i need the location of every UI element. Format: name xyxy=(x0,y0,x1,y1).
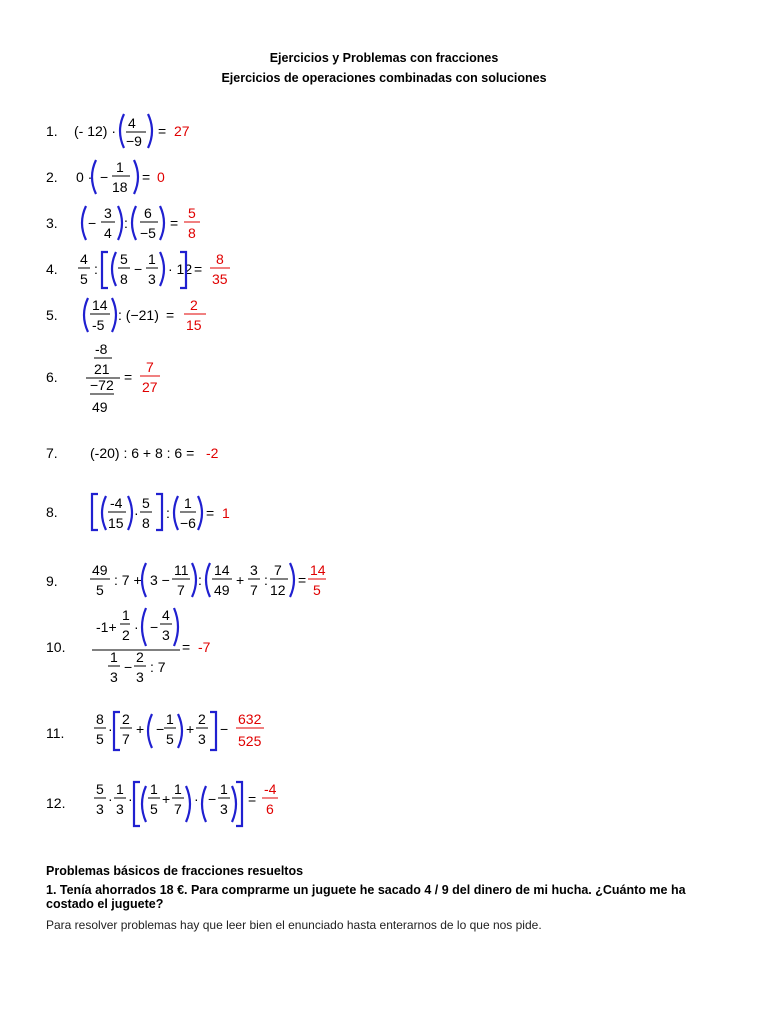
svg-text::: : xyxy=(264,572,268,588)
exercise-number: 5. xyxy=(46,307,58,323)
svg-text:(-20) : 6 + 8 : 6 =: (-20) : 6 + 8 : 6 = xyxy=(90,445,195,461)
svg-text:2: 2 xyxy=(198,711,206,727)
svg-text:· 12: · 12 xyxy=(168,261,193,277)
svg-text:=: = xyxy=(142,169,151,185)
svg-text:+: + xyxy=(186,721,195,737)
svg-text:3: 3 xyxy=(162,627,170,643)
svg-text:4: 4 xyxy=(162,607,170,623)
exercise-answer-denominator: 8 xyxy=(188,225,196,241)
exercise-answer-numerator: -4 xyxy=(264,781,277,797)
exercise-answer-denominator: 5 xyxy=(313,582,321,598)
svg-text:49: 49 xyxy=(92,562,108,578)
svg-text:7: 7 xyxy=(274,562,282,578)
svg-text:(- 12) ·: (- 12) · xyxy=(74,123,116,139)
exercise-number: 8. xyxy=(46,504,58,520)
svg-text:3 −: 3 − xyxy=(150,572,170,588)
svg-text:5: 5 xyxy=(80,271,88,287)
page-title: Ejercicios y Problemas con fracciones xyxy=(269,51,499,65)
svg-text:18: 18 xyxy=(112,179,128,195)
svg-text:1: 1 xyxy=(150,781,158,797)
svg-text:: 7: : 7 xyxy=(150,659,166,675)
svg-text:−6: −6 xyxy=(180,515,196,531)
svg-text:−9: −9 xyxy=(126,133,142,149)
svg-text:−: − xyxy=(88,215,97,231)
svg-text:8: 8 xyxy=(120,271,128,287)
exercise-answer: 1 xyxy=(222,505,230,521)
svg-text:14: 14 xyxy=(92,297,108,313)
svg-text:1: 1 xyxy=(110,649,118,665)
svg-text:+: + xyxy=(236,572,245,588)
svg-text:3: 3 xyxy=(136,669,144,685)
svg-text:·: · xyxy=(134,505,139,521)
svg-text:·: · xyxy=(128,791,133,807)
svg-text:1: 1 xyxy=(148,251,156,267)
svg-text:+: + xyxy=(162,791,171,807)
svg-text:5: 5 xyxy=(120,251,128,267)
exercise-answer-denominator: 35 xyxy=(212,271,228,287)
exercise-answer: 27 xyxy=(174,123,190,139)
problem-statement: 1. Tenía ahorrados 18 €. Para comprarme un juguete he sacado 4 / 9 del dinero de mi hucha. ¿Cuánto me ha costado el juguete? xyxy=(46,883,686,911)
exercise-number: 12. xyxy=(46,795,66,811)
exercise-number: 3. xyxy=(46,215,58,231)
exercise-answer-numerator: 2 xyxy=(190,297,198,313)
svg-text:−: − xyxy=(150,619,159,635)
svg-text:1: 1 xyxy=(184,495,192,511)
svg-text:49: 49 xyxy=(214,582,230,598)
svg-text:3: 3 xyxy=(96,801,104,817)
exercise-answer-numerator: 14 xyxy=(310,562,326,578)
svg-text:·: · xyxy=(194,791,199,807)
svg-text:5: 5 xyxy=(166,731,174,747)
exercise-answer-denominator: 15 xyxy=(186,317,202,333)
exercise-number: 10. xyxy=(46,639,66,655)
svg-text:: (−21): : (−21) xyxy=(118,307,159,323)
svg-text:7: 7 xyxy=(177,582,185,598)
svg-text:3: 3 xyxy=(250,562,258,578)
svg-text::: : xyxy=(94,261,98,277)
svg-text:=: = xyxy=(206,505,215,521)
exercise-answer: -2 xyxy=(206,445,219,461)
svg-text:-1+: -1+ xyxy=(96,619,117,635)
svg-text:=: = xyxy=(194,261,203,277)
exercise-answer-denominator: 27 xyxy=(142,379,158,395)
exercise-answer: -7 xyxy=(198,639,211,655)
svg-text:=: = xyxy=(158,123,167,139)
svg-text::: : xyxy=(166,505,170,521)
svg-text:3: 3 xyxy=(220,801,228,817)
svg-text:7: 7 xyxy=(250,582,258,598)
exercise-answer-numerator: 632 xyxy=(238,711,262,727)
svg-text:49: 49 xyxy=(92,399,108,415)
svg-text:6: 6 xyxy=(144,205,152,221)
svg-text:−: − xyxy=(100,169,109,185)
svg-text:-4: -4 xyxy=(110,495,123,511)
svg-text:=: = xyxy=(182,639,191,655)
svg-text:−: − xyxy=(208,791,217,807)
svg-text:0 ·: 0 · xyxy=(76,169,93,185)
svg-text:12: 12 xyxy=(270,582,286,598)
svg-text:3: 3 xyxy=(110,669,118,685)
exercise-answer-denominator: 525 xyxy=(238,733,262,749)
svg-text:1: 1 xyxy=(116,159,124,175)
svg-text:=: = xyxy=(248,791,257,807)
exercise-answer: 0 xyxy=(157,169,165,185)
svg-text:5: 5 xyxy=(142,495,150,511)
svg-text:1: 1 xyxy=(122,607,130,623)
svg-text:5: 5 xyxy=(96,781,104,797)
exercise-number: 11. xyxy=(46,725,65,741)
svg-text:−5: −5 xyxy=(140,225,156,241)
svg-text:4: 4 xyxy=(128,115,136,131)
svg-text:3: 3 xyxy=(104,205,112,221)
svg-text::: : xyxy=(198,572,202,588)
svg-text:3: 3 xyxy=(116,801,124,817)
exercise-number: 2. xyxy=(46,169,58,185)
svg-text:+: + xyxy=(136,721,145,737)
svg-text:4: 4 xyxy=(104,225,112,241)
svg-text:−: − xyxy=(124,659,133,675)
svg-text:1: 1 xyxy=(166,711,174,727)
svg-text:3: 3 xyxy=(198,731,206,747)
svg-text:−: − xyxy=(156,721,165,737)
svg-text:21: 21 xyxy=(94,361,110,377)
svg-text:-5: -5 xyxy=(92,317,105,333)
exercise-number: 1. xyxy=(46,123,58,139)
svg-text:4: 4 xyxy=(80,251,88,267)
svg-text:1: 1 xyxy=(116,781,124,797)
svg-text:=: = xyxy=(170,215,179,231)
svg-text:=: = xyxy=(166,307,175,323)
svg-text:5: 5 xyxy=(96,582,104,598)
exercise-number: 6. xyxy=(46,369,58,385)
svg-text:-8: -8 xyxy=(95,341,108,357)
section-heading: Problemas básicos de fracciones resueltos xyxy=(46,864,304,878)
exercise-answer-numerator: 5 xyxy=(188,205,196,221)
svg-text:−: − xyxy=(220,721,229,737)
svg-text:2: 2 xyxy=(122,627,130,643)
svg-text:8: 8 xyxy=(96,711,104,727)
svg-text::: : xyxy=(124,215,128,231)
svg-text:3: 3 xyxy=(148,271,156,287)
exercise-number: 7. xyxy=(46,445,58,461)
svg-text:1: 1 xyxy=(220,781,228,797)
svg-text:=: = xyxy=(298,572,307,588)
svg-text:−: − xyxy=(134,261,143,277)
svg-text:2: 2 xyxy=(136,649,144,665)
svg-text:·: · xyxy=(108,721,113,737)
svg-text:1: 1 xyxy=(174,781,182,797)
svg-text:−72: −72 xyxy=(90,377,114,393)
exercise-number: 9. xyxy=(46,573,58,589)
page-subtitle: Ejercicios de operaciones combinadas con soluciones xyxy=(221,71,547,85)
svg-text:7: 7 xyxy=(174,801,182,817)
exercise-number: 4. xyxy=(46,261,58,277)
exercise-answer-denominator: 6 xyxy=(266,801,274,817)
svg-text:·: · xyxy=(108,791,113,807)
svg-text:·: · xyxy=(134,619,139,635)
svg-text:: 7 +: : 7 + xyxy=(114,572,142,588)
svg-text:8: 8 xyxy=(142,515,150,531)
svg-text:2: 2 xyxy=(122,711,130,727)
svg-text:11: 11 xyxy=(174,562,189,578)
problem-note: Para resolver problemas hay que leer bien el enunciado hasta enterarnos de lo que nos pide. xyxy=(46,918,542,932)
svg-text:14: 14 xyxy=(214,562,230,578)
svg-text:5: 5 xyxy=(96,731,104,747)
svg-text:15: 15 xyxy=(108,515,124,531)
svg-text:=: = xyxy=(124,369,133,385)
svg-text:5: 5 xyxy=(150,801,158,817)
exercise-answer-numerator: 7 xyxy=(146,359,154,375)
svg-text:7: 7 xyxy=(122,731,130,747)
exercise-answer-numerator: 8 xyxy=(216,251,224,267)
